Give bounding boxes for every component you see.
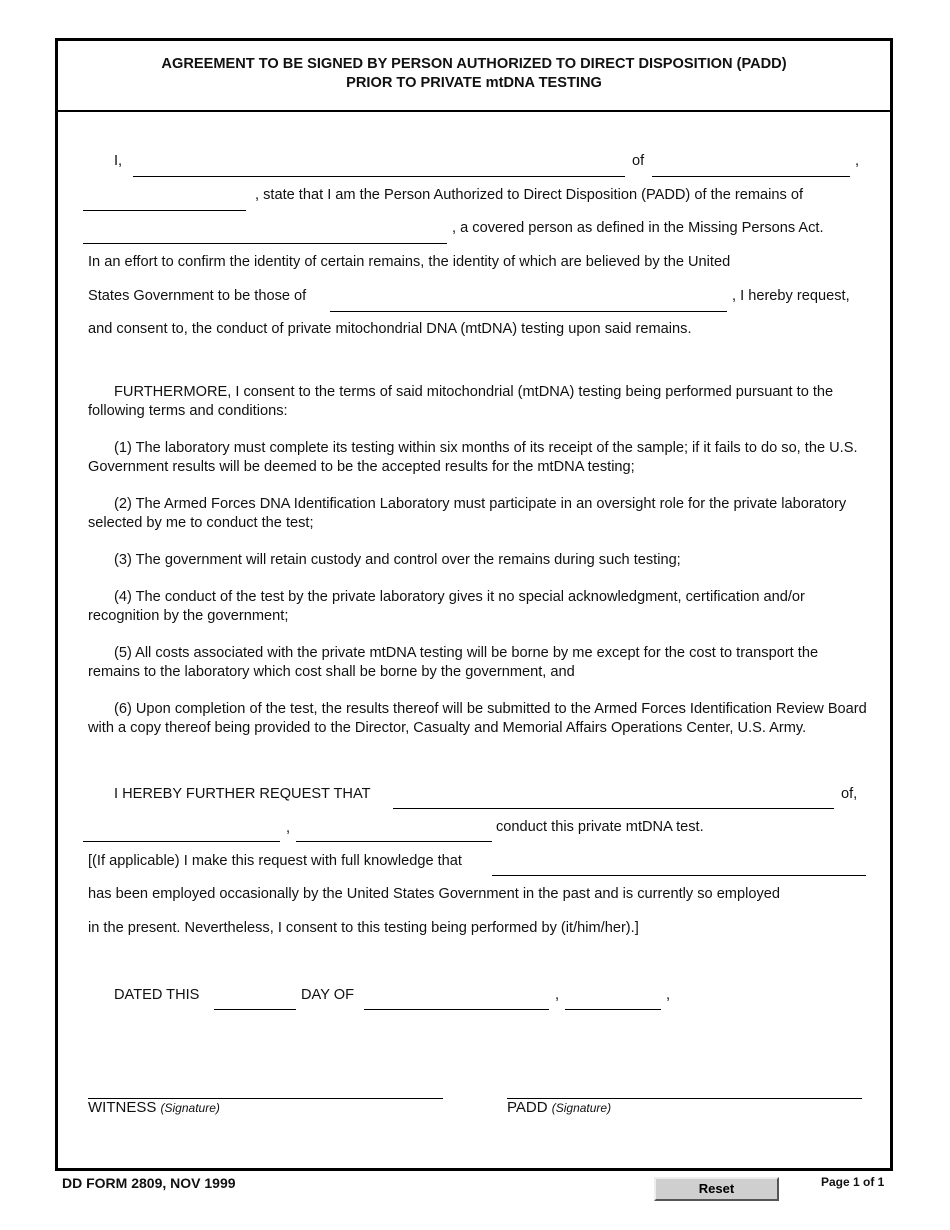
- label-comma: ,: [855, 153, 860, 169]
- remains-of-field[interactable]: [330, 294, 727, 312]
- further-request-label: I HEREBY FURTHER REQUEST THAT: [114, 786, 371, 802]
- month-field[interactable]: [364, 992, 549, 1010]
- padd-signature-label: PADD (Signature): [507, 1099, 612, 1116]
- label-of-comma: of,: [841, 786, 858, 802]
- term-item: (1) The laboratory must complete its testing within six months of its receipt of the sample; if it fails to do so, the U.S. Government results will be deemed to be the accepted results for the mtDNA testing;: [88, 440, 858, 475]
- witness-signature-label: WITNESS (Signature): [88, 1099, 220, 1116]
- label-comma-2: ,: [286, 820, 291, 836]
- day-of-label: DAY OF: [301, 987, 354, 1003]
- year-field[interactable]: [565, 992, 661, 1010]
- page-number: Page 1 of 1: [821, 1175, 885, 1189]
- present-statement: in the present. Nevertheless, I consent to this testing being performed by (it/him/her).]: [88, 920, 639, 936]
- reset-button[interactable]: Reset: [654, 1177, 779, 1201]
- form-id: DD FORM 2809, NOV 1999: [62, 1175, 236, 1191]
- term-item: (6) Upon completion of the test, the results thereof will be submitted to the Armed Forces Identification Review Board with a copy thereof being provided to the Director, Casualty and Memorial Affairs Operations Center, U.S. Army.: [88, 701, 867, 736]
- consent-statement: and consent to, the conduct of private mitochondrial DNA (mtDNA) testing upon said remains.: [88, 321, 692, 337]
- term-item: (3) The government will retain custody and control over the remains during such testing;: [114, 552, 681, 568]
- covered-person-field[interactable]: [83, 226, 447, 244]
- label-of: of: [632, 153, 645, 169]
- form-title-line1: AGREEMENT TO BE SIGNED BY PERSON AUTHORIZED TO DIRECT DISPOSITION (PADD): [161, 56, 787, 72]
- day-field[interactable]: [214, 992, 296, 1010]
- form-title-line2: PRIOR TO PRIVATE mtDNA TESTING: [346, 75, 602, 91]
- term-item: (4) The conduct of the test by the private laboratory gives it no special acknowledgment, certification and/or recognition by the government;: [88, 589, 805, 624]
- relationship-field[interactable]: [83, 193, 246, 211]
- lab-city-field[interactable]: [83, 824, 280, 842]
- terms-intro: FURTHERMORE, I consent to the terms of said mitochondrial (mtDNA) testing being performed pursuant to the following terms and conditions:: [88, 384, 834, 419]
- employee-field[interactable]: [492, 858, 866, 876]
- applicable-statement: [(If applicable) I make this request with full knowledge that: [88, 853, 462, 869]
- employed-statement: has been employed occasionally by the United States Government in the past and is currently so employed: [88, 886, 780, 902]
- label-i: I,: [114, 153, 123, 169]
- lab-state-field[interactable]: [296, 824, 492, 842]
- term-item: (2) The Armed Forces DNA Identification Laboratory must participate in an oversight role for the private laboratory selected by me to conduct the test;: [88, 496, 847, 531]
- padd-statement: , state that I am the Person Authorized to Direct Disposition (PADD) of the remains of: [255, 187, 804, 203]
- date-comma: ,: [555, 987, 560, 1003]
- covered-person-statement: , a covered person as defined in the Missing Persons Act.: [452, 220, 824, 236]
- laboratory-field[interactable]: [393, 791, 834, 809]
- name-field[interactable]: [133, 159, 625, 177]
- request-statement: , I hereby request,: [732, 288, 850, 304]
- location-field[interactable]: [652, 159, 850, 177]
- term-item: (5) All costs associated with the private mtDNA testing will be borne by me except for the cost to transport the remains to the laboratory which cost shall be borne by the government, and: [88, 645, 819, 680]
- govt-statement: States Government to be those of: [88, 288, 307, 304]
- header-divider: [55, 110, 893, 112]
- date-comma-end: ,: [666, 987, 671, 1003]
- dated-this-label: DATED THIS: [114, 987, 200, 1003]
- effort-statement: In an effort to confirm the identity of certain remains, the identity of which are believed by the United: [88, 254, 731, 270]
- conduct-statement: conduct this private mtDNA test.: [496, 819, 704, 835]
